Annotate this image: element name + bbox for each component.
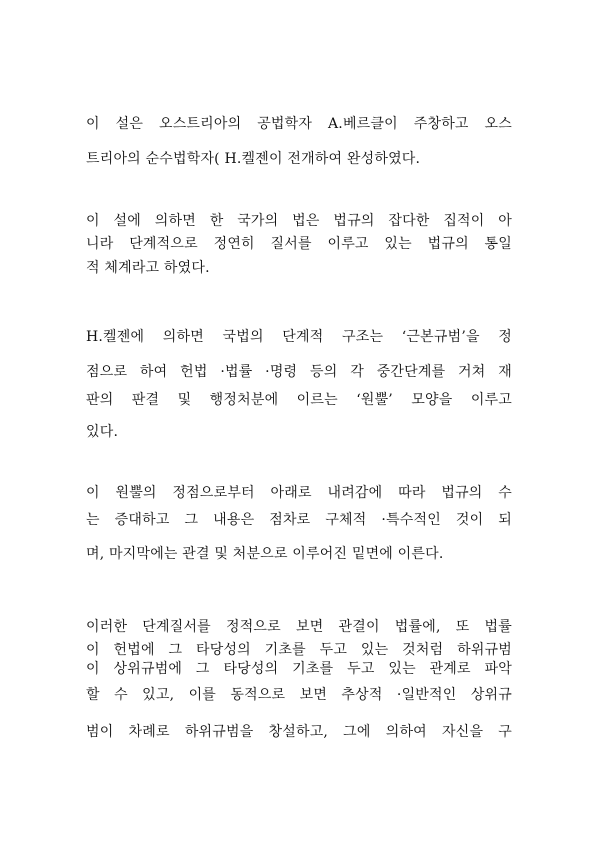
paragraph-3-line-2: 점으로 하여 헌법 ·법률 ·명령 등의 각 중간단계를 거쳐 재	[86, 364, 512, 380]
paragraph-5-line-4: 할 수 있고, 이를 동적으로 보면 추상적 ·일반적인 상위규	[86, 687, 512, 703]
paragraph-5-line-2: 이 헌법에 그 타당성의 기초를 두고 있는 것처럼 하위규범	[86, 642, 512, 658]
paragraph-2-line-1: 이 설에 의하면 한 국가의 법은 법규의 잡다한 집적이 아	[86, 213, 512, 229]
paragraph-5-line-1: 이러한 단계질서를 정적으로 보면 관결이 법률에, 또 법률	[86, 619, 512, 635]
paragraph-3-line-4: 있다.	[86, 424, 119, 440]
paragraph-1-line-2: 트리아의 순수법학자( H.켈젠이 전개하여 완성하였다.	[86, 151, 421, 167]
paragraph-5-line-3: 이 상위규범에 그 타당성의 기초를 두고 있는 관계로 파악	[86, 661, 512, 677]
paragraph-3-line-3: 판의 판결 및 행정처분에 이르는 ‘원뿔’ 모양을 이루고	[86, 392, 512, 408]
paragraph-1-line-1: 이 설은 오스트리아의 공법학자 A.베르클이 주창하고 오스	[86, 116, 512, 132]
paragraph-2-line-3: 적 체계라고 하였다.	[86, 260, 210, 276]
paragraph-4-line-2: 는 증대하고 그 내용은 점차로 구체적 ·특수적인 것이 되	[86, 512, 512, 528]
paragraph-2-line-2: 니라 단계적으로 정연히 질서를 이루고 있는 법규의 통일	[86, 236, 512, 252]
paragraph-4-line-3: 며, 마지막에는 관결 및 처분으로 이루어진 밑면에 이른다.	[86, 546, 444, 562]
paragraph-4-line-1: 이 원뿔의 정점으로부터 아래로 내려감에 따라 법규의 수	[86, 485, 512, 501]
paragraph-3-line-1: H.켈젠에 의하면 국법의 단계적 구조는 ‘근본규범’을 정	[86, 329, 512, 345]
paragraph-5-line-5: 범이 차례로 하위규범을 창설하고, 그에 의하여 자신을 구	[86, 724, 512, 740]
